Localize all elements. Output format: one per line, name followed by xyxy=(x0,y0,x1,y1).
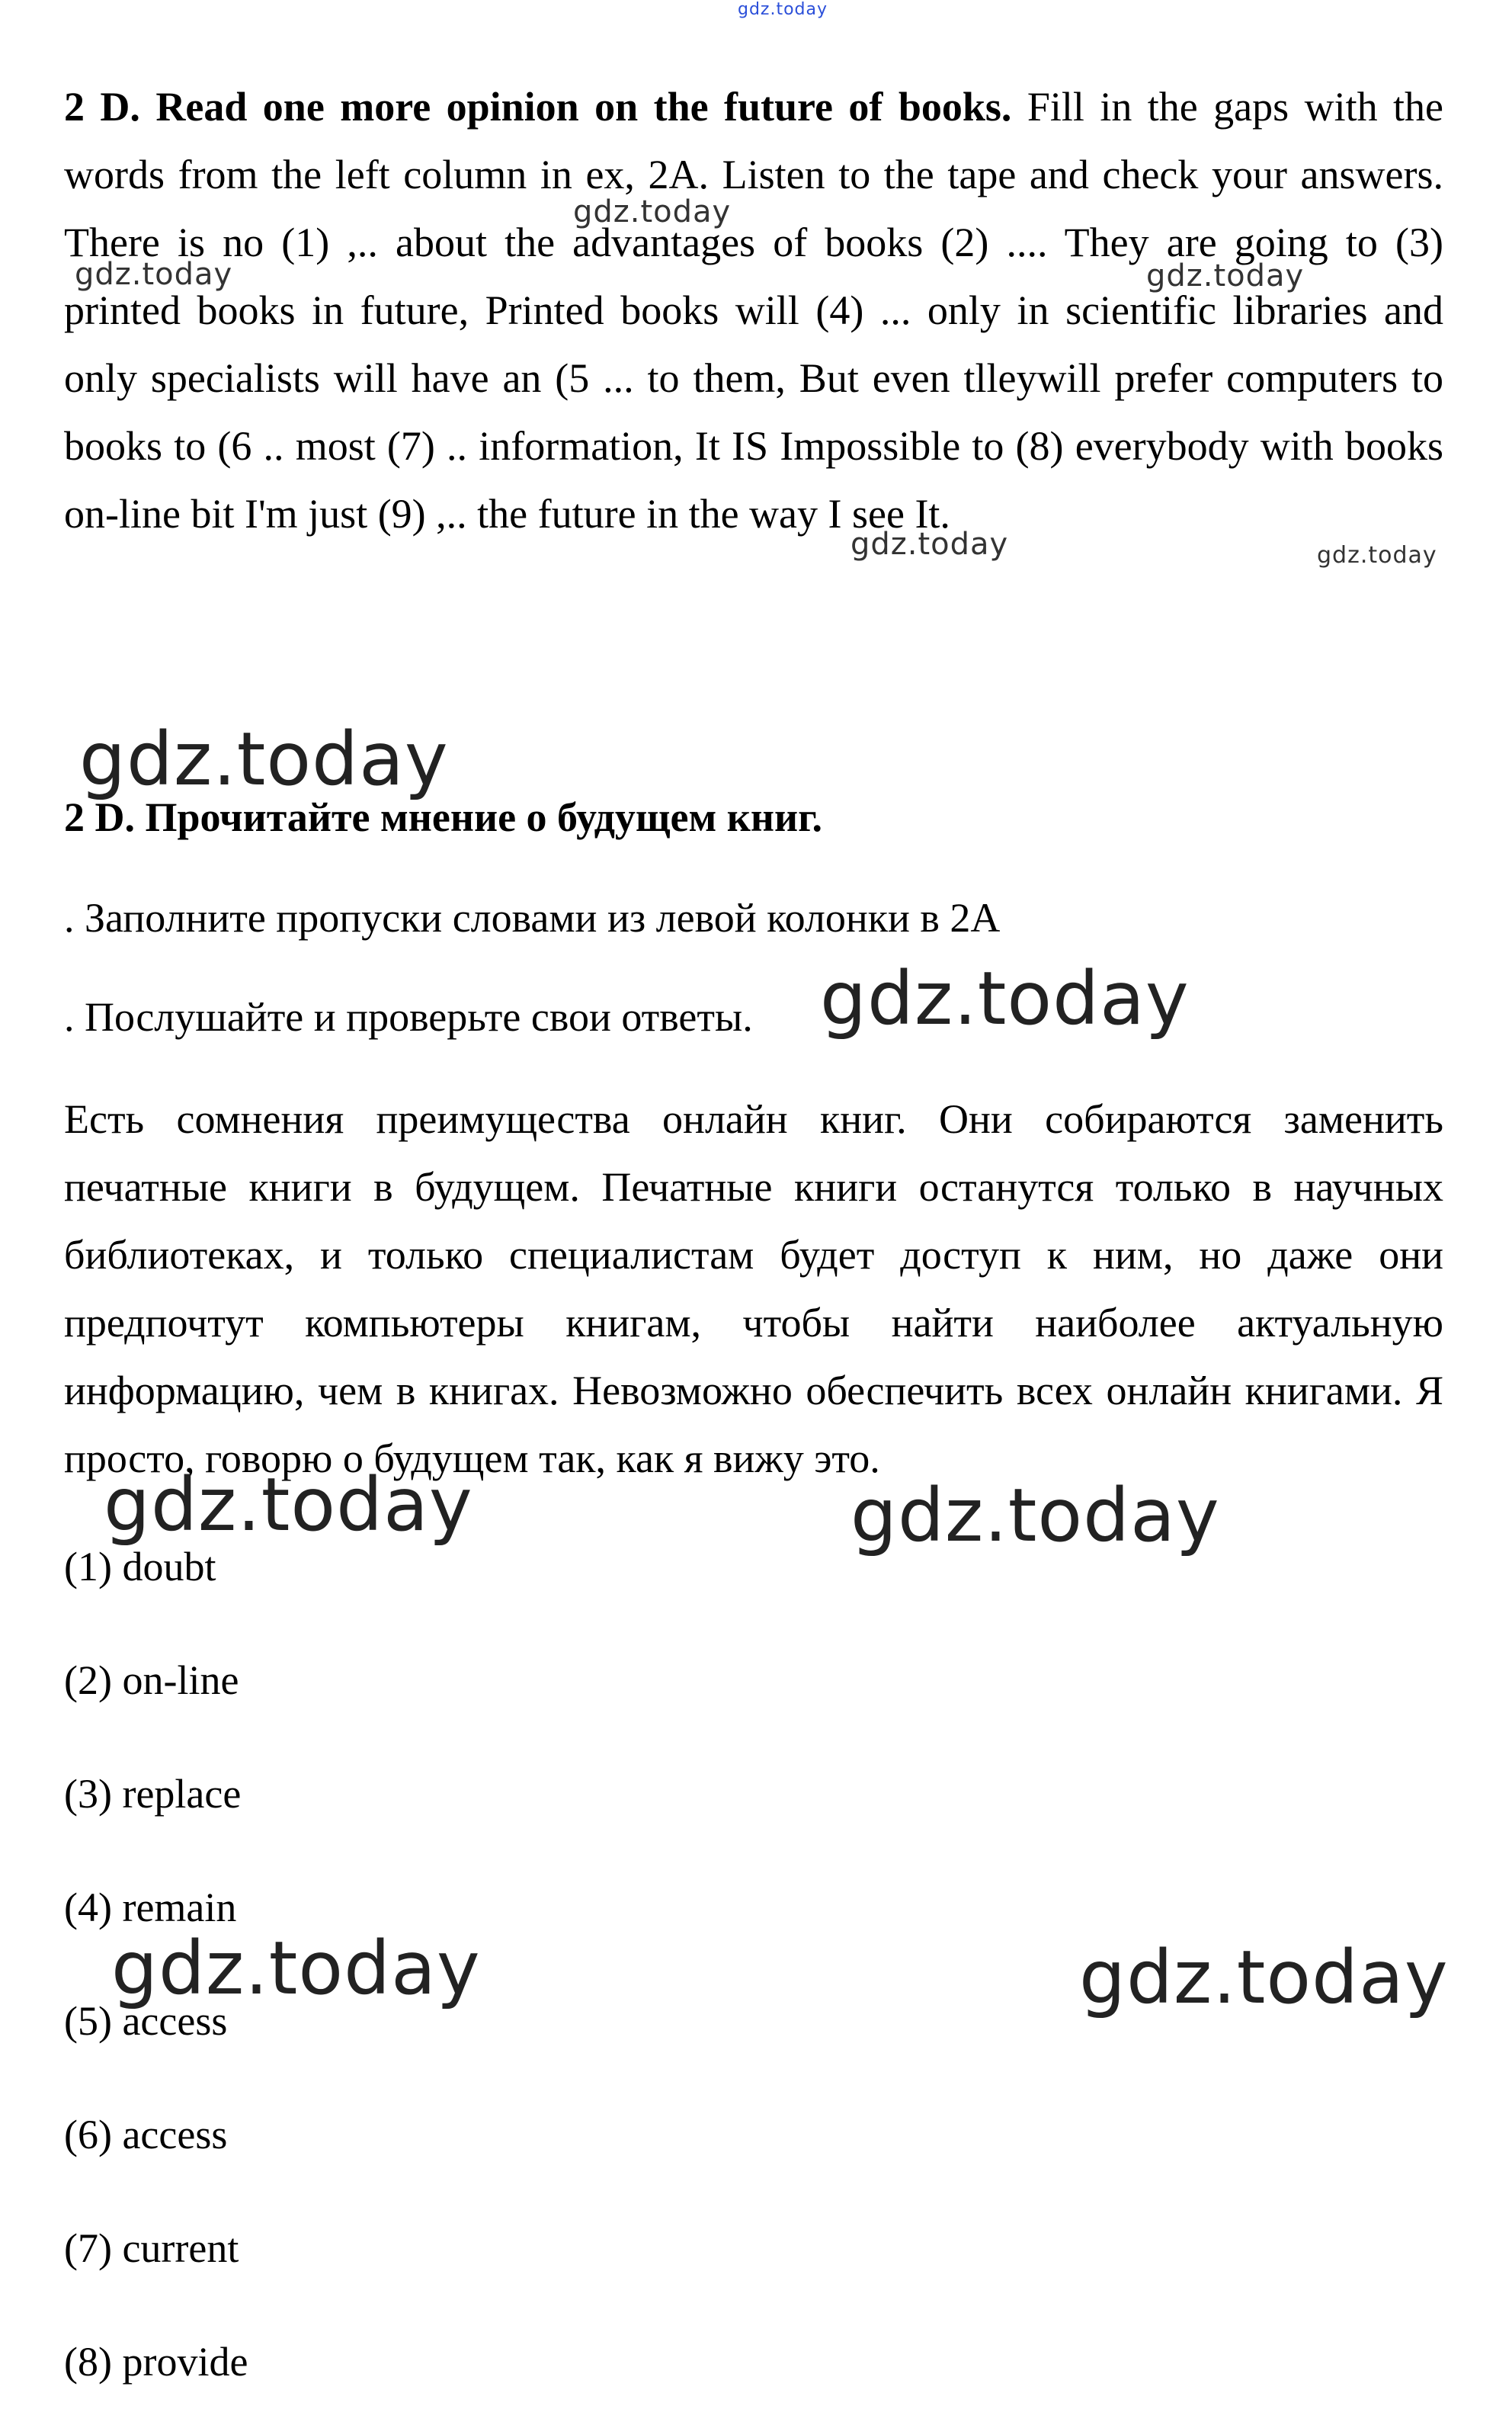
task-english xyxy=(64,73,1443,548)
answer-item: (5) access xyxy=(64,1998,228,2044)
task-heading: 2 D. Read one more opinion on the future of books. xyxy=(64,84,1012,130)
watermark-large: gdz.today xyxy=(79,717,449,802)
answer-item: (1) doubt xyxy=(64,1544,216,1589)
watermark-top: gdz.today xyxy=(738,0,828,19)
task-body: Fill in the gaps with the words from the left column in ex, 2A. Listen to the tape and check your answers. There is no (1) ,.. about the advantages of books (2) .... They are going to (3) printed books in future, Printed books will (4) ... only in scientific libraries and only specialists will have an (5 ... to them, But even tlleywill prefer computers to books to (6 .. most (7) .. information, It IS Impossible to (8) everybody with books on-line bit I'm just (9) ,.. the future in the way I see It. xyxy=(64,84,1443,537)
watermark: gdz.today xyxy=(1317,542,1437,569)
watermark-large: gdz.today xyxy=(820,956,1190,1041)
watermark-large: gdz.today xyxy=(111,1926,481,2011)
watermark-large: gdz.today xyxy=(850,1473,1220,1558)
task-ru-translation: Есть сомнения преимущества онлайн книг. Они собираются заменить печатные книги в будущем. Печатные книги останутся только в научных библиотеках, и только специалистам будет доступ к ним, но даже они предпочтут компьютеры книгам, чтобы найти наиболее актуальную информацию, чем в книгах. Невозможно обеспечить всех онлайн книгами. Я просто, говорю о будущем так, как я вижу это. xyxy=(64,1096,1443,1481)
answer-item: (7) current xyxy=(64,2225,239,2271)
watermark-large: gdz.today xyxy=(1079,1935,1449,2020)
answer-item: (8) provide xyxy=(64,2339,248,2385)
task-ru-instruction-1: . Заполните пропуски словами из левой колонки в 2А xyxy=(64,895,1001,941)
answer-item: (3) replace xyxy=(64,1771,242,1817)
watermark: gdz.today xyxy=(1146,258,1305,294)
task-ru-title: 2 D. Прочитайте мнение о будущем книг. xyxy=(64,794,823,840)
watermark: gdz.today xyxy=(573,194,732,229)
watermark: gdz.today xyxy=(850,527,1009,562)
answer-item: (2) on-line xyxy=(64,1657,239,1703)
task-ru-instruction-2: . Послушайте и проверьте свои ответы. xyxy=(64,994,753,1040)
watermark: gdz.today xyxy=(75,257,233,292)
watermark-large: gdz.today xyxy=(104,1462,473,1548)
answer-item: (6) access xyxy=(64,2112,228,2157)
answer-item: (4) remain xyxy=(64,1885,237,1930)
